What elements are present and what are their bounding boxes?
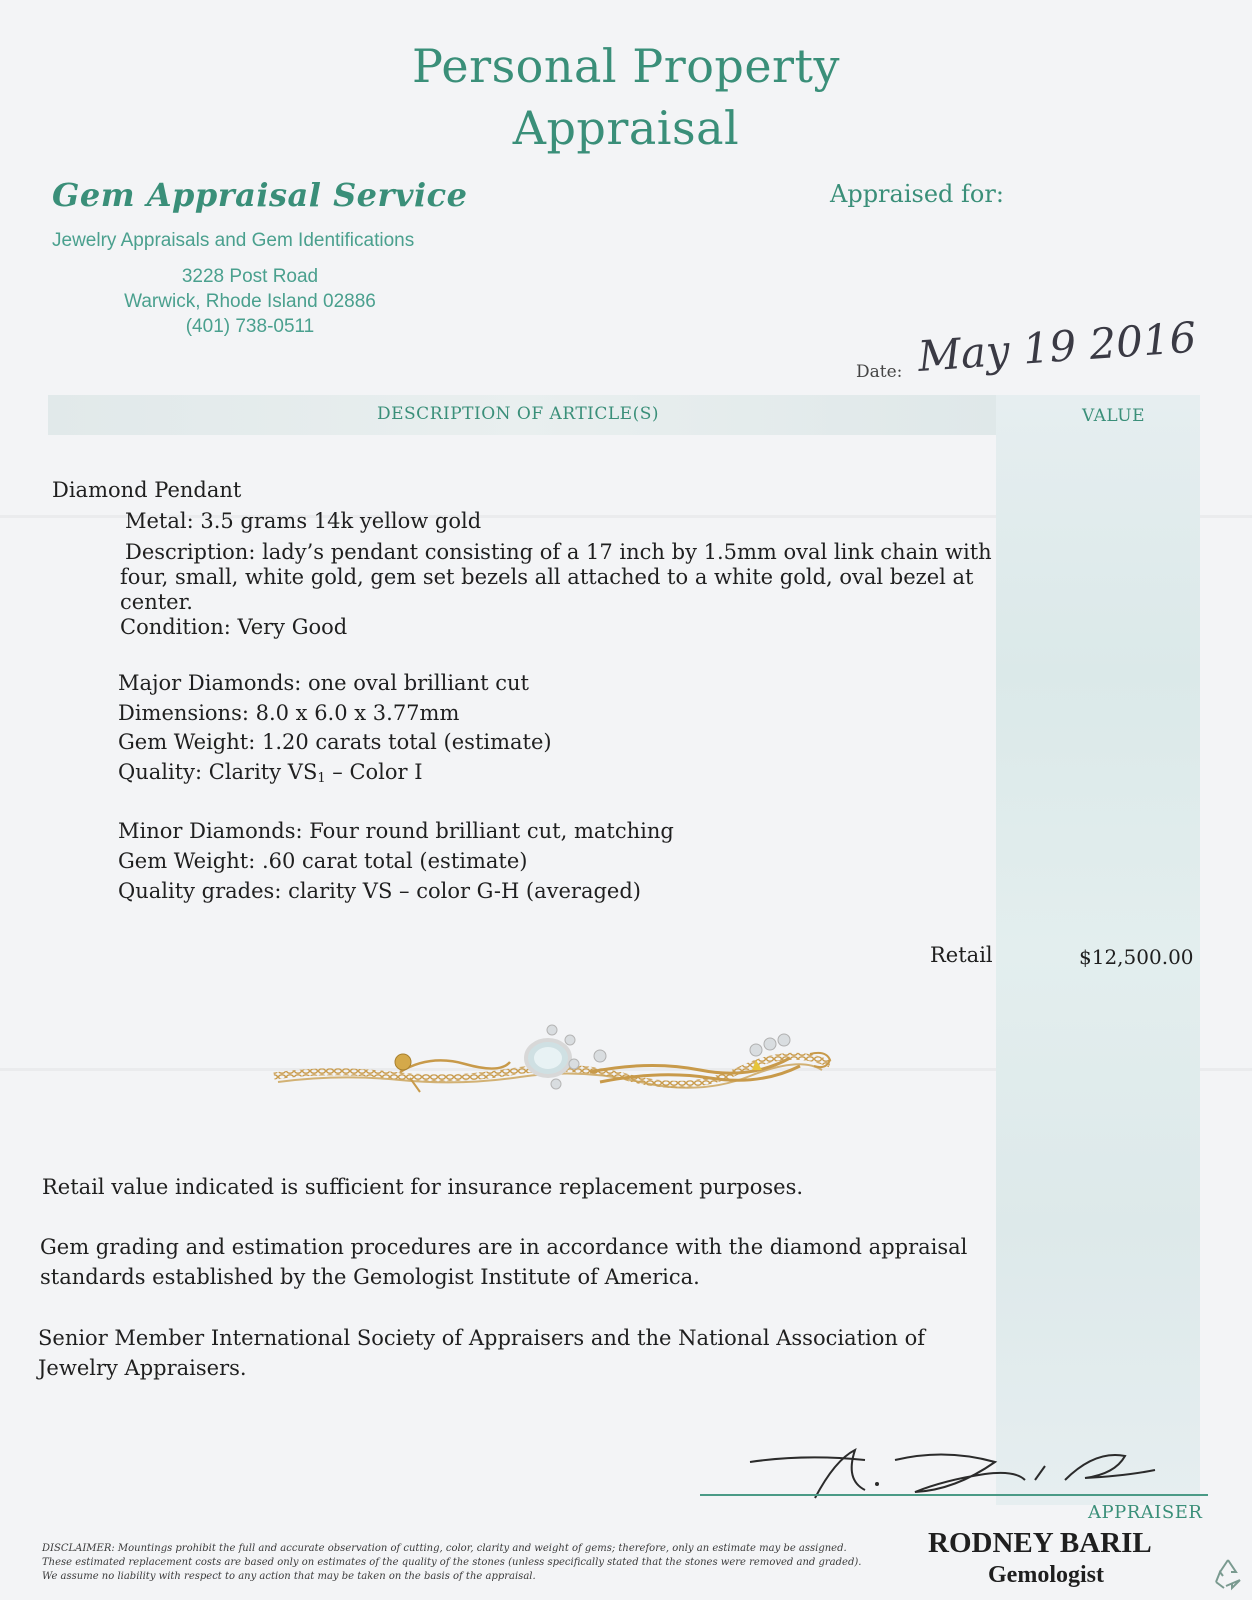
appraiser-signature — [745, 1440, 1165, 1510]
retail-value: $12,500.00 — [1079, 945, 1194, 969]
company-tagline: Jewelry Appraisals and Gem Identifications — [52, 230, 415, 251]
grading-statement-line2: standards established by the Gemologist Institute of America. — [40, 1265, 700, 1289]
insurance-statement: Retail value indicated is sufficient for insurance replacement purposes. — [42, 1175, 804, 1199]
article-description-line1: Description: lady’s pendant consisting of a 17 inch by 1.5mm oval link chain with — [125, 540, 992, 564]
disclaimer-line3: We assume no liability with respect to any action that may be taken on the basis of the appraisal. — [42, 1571, 536, 1582]
major-quality-suffix: – Color I — [325, 760, 423, 784]
appraiser-title: Gemologist — [988, 1562, 1104, 1588]
minor-diamonds: Minor Diamonds: Four round brilliant cut, matching — [118, 819, 674, 843]
company-address-line1: 3228 Post Road — [181, 266, 319, 287]
company-address-line2: Warwick, Rhode Island 02886 — [124, 291, 376, 312]
article-description-line2: four, small, white gold, gem set bezels all attached to a white gold, oval bezel at — [120, 565, 974, 589]
major-diamonds: Major Diamonds: one oval brilliant cut — [118, 671, 529, 695]
article-description-line3: center. — [120, 590, 193, 614]
value-header: VALUE — [1082, 406, 1145, 426]
appraiser-name: RODNEY BARIL — [928, 1527, 1152, 1559]
membership-statement-line2: Jewelry Appraisers. — [38, 1356, 247, 1380]
article-metal: Metal: 3.5 grams 14k yellow gold — [125, 509, 482, 533]
date-label: Date: — [856, 362, 903, 382]
appraiser-label: APPRAISER — [1088, 1502, 1203, 1523]
signature-line — [700, 1494, 1208, 1496]
major-quality-subscript: 1 — [317, 771, 326, 786]
pendant-image — [270, 1020, 850, 1100]
recycle-icon — [1210, 1556, 1246, 1592]
document-title-line2: Appraisal — [512, 101, 740, 155]
disclaimer-line2: These estimated replacement costs are based only on estimates of the quality of the stones (unless specifically stated that the stones were removed and graded). — [42, 1557, 862, 1568]
document-title-line1: Personal Property — [411, 39, 841, 93]
major-gem-weight: Gem Weight: 1.20 carats total (estimate) — [118, 730, 552, 754]
major-dimensions: Dimensions: 8.0 x 6.0 x 3.77mm — [118, 701, 460, 725]
appraised-for-label: Appraised for: — [830, 180, 1004, 208]
major-quality — [118, 757, 423, 794]
company-phone: (401) 738-0511 — [185, 316, 315, 337]
minor-quality: Quality grades: clarity VS – color G-H (averaged) — [118, 879, 642, 903]
article-name: Diamond Pendant — [52, 478, 242, 502]
company-name: Gem Appraisal Service — [52, 176, 468, 214]
description-header: DESCRIPTION OF ARTICLE(S) — [377, 404, 660, 424]
grading-statement-line1: Gem grading and estimation procedures are in accordance with the diamond appraisal — [40, 1235, 968, 1259]
major-quality-prefix: Quality: Clarity VS — [118, 760, 318, 784]
article-condition: Condition: Very Good — [120, 615, 348, 639]
retail-label: Retail — [930, 943, 993, 967]
minor-gem-weight: Gem Weight: .60 carat total (estimate) — [118, 849, 528, 873]
disclaimer-line1: DISCLAIMER: Mountings prohibit the full and accurate observation of cutting, color, clarity and weight of gems; therefore, only an estimate may be assigned. — [42, 1543, 847, 1554]
handwritten-date: May 19 2016 — [916, 312, 1198, 381]
membership-statement-line1: Senior Member International Society of Appraisers and the National Association of — [38, 1326, 926, 1350]
